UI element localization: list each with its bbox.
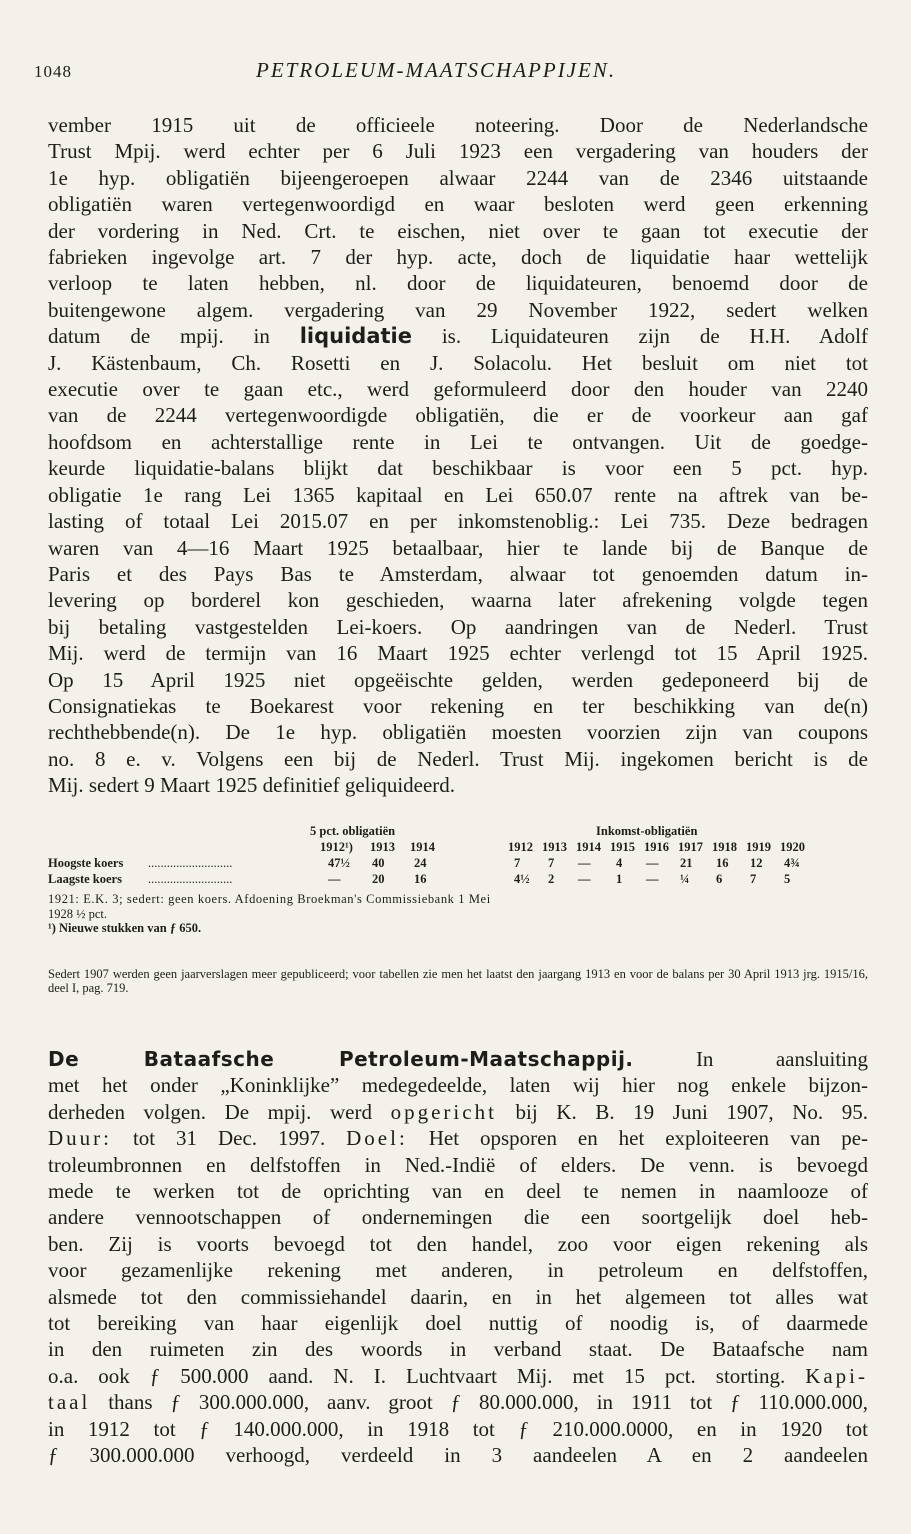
text-line: keurde liquidatie-balans blijkt dat beschikbaar is voor een 5 pct. hyp. [48,456,868,481]
table-note [48,892,868,936]
table-cell: 7 [548,856,555,870]
table-row-hoogste [48,856,868,872]
year-header: 1920 [780,840,805,854]
table-cell: 24 [414,856,427,870]
page-number: 1048 [34,62,72,81]
quotation-table [48,824,868,936]
section-heading: De Bataafsche Petroleum-Maatschappij. [48,1047,634,1071]
text-line: in den ruimeten zin des woords in verband staat. De Bataafsche nam [48,1337,868,1362]
table-cell: 1 [616,872,623,886]
text-line: in 1912 tot ƒ 140.000.000, in 1918 tot ƒ 210.000.0000, en in 1920 tot [48,1416,868,1441]
year-header: 1913 [542,840,567,854]
text-line [48,1363,868,1389]
text-line: met het onder „Koninklijke” medegedeelde, laten wij hier nog enkele bijzon- [48,1073,868,1098]
liquidation-paragraph [48,112,868,799]
leader-dots: ........................... [148,872,233,886]
group-title-inkomst: Inkomst-obligatiën [596,824,698,838]
text-line: J. Kästenbaum, Ch. Rosetti en J. Solacolu. Het besluit om niet tot [48,350,868,375]
text-line: no. 8 e. v. Volgens een bij de Nederl. Trust Mij. ingekomen bericht is de [48,746,868,771]
footnote: ¹) Nieuwe stukken van ƒ 650. [48,921,202,935]
row-label: Hoogste koers [48,856,124,870]
text-line: obligatiën waren vertegenwoordigd en waar besloten werd geen erkenning [48,192,868,217]
table-cell: — [646,872,659,886]
year-header: 1918 [712,840,737,854]
text-line: buitengewone algem. vergadering van 29 November 1922, sedert welken [48,297,868,322]
text-line: voor gezamenlijke rekening met anderen, in petroleum en delfstoffen, [48,1258,868,1283]
table-cell: 5 [784,872,791,886]
text-line: ƒ 300.000.000 verhoogd, verdeeld in 3 aandeelen A en 2 aandeelen [48,1443,868,1468]
spaced-term: Duur: [48,1126,112,1151]
text-line: mede te werken tot de oprichting van en deel te nemen in naamlooze of [48,1179,868,1204]
text-line: hoofdsom en achterstallige rente in Lei te ontvangen. Uit de goedge- [48,429,868,454]
table-cell: 7 [750,872,757,886]
row-label: Laagste koers [48,872,122,886]
table-header [48,824,868,856]
text-line: bij betaling vastgestelden Lei-koers. Op aandringen van de Nederl. Trust [48,614,868,639]
text-line: rechthebbende(n). De 1e hyp. obligatiën moesten voorzien zijn van coupons [48,720,868,745]
text-line [48,1099,868,1125]
text-line: Mij. werd de termijn van 16 Maart 1925 echter verlengd tot 15 April 1925. [48,641,868,666]
reports-note: Sedert 1907 werden geen jaarverslagen meer gepubliceerd; voor tabellen zie men het laatst den jaargang 1913 en voor de balans per 30 April 1913 jrg. 1915/16, deel I, pag. 719. [48,967,868,995]
running-title: PETROLEUM-MAATSCHAPPIJEN. [256,58,617,82]
table-cell: 4½ [514,872,530,886]
table-cell: 4 [616,856,623,870]
text-line [48,1389,868,1415]
text-line: waren van 4—16 Maart 1925 betaalbaar, hier te lande bij de Banque de [48,535,868,560]
group-title-5pct: 5 pct. obligatiën [310,824,396,838]
year-header: 1915 [610,840,635,854]
text-line: verloop te laten hebben, nl. door de liquidateuren, benoemd door de [48,271,868,296]
year-header: 1912¹) [320,840,353,854]
text-fragment: tot 31 Dec. 1997. [132,1126,326,1151]
liquidatie-emphasis: liquidatie [299,324,412,349]
table-cell: — [328,872,341,886]
year-header: 1916 [644,840,669,854]
text-line: levering op borderel kon geschieden, waarna later afrekening volgde tegen [48,588,868,613]
table-cell: 40 [372,856,385,870]
text-line: Op 15 April 1925 niet opgeëischte gelden, werden gedeponeerd bij de [48,667,868,692]
year-header: 1913 [370,840,395,854]
text-fragment: datum de mpij. in [48,324,270,349]
text-line: troleumbronnen en delfstoffen in Ned.-Indië of elders. De venn. is bevoegd [48,1152,868,1177]
leader-dots: ........................... [148,856,233,870]
text-line: vember 1915 uit de officieele noteering. Door de Nederlandsche [48,113,868,137]
text-line: tot bereiking van haar eigenlijk doel nuttig of noodig is, of daarmede [48,1311,868,1336]
text-line: alsmede tot den commissiehandel daarin, en in het algemeen tot alles wat [48,1284,868,1309]
table-cell: 4¾ [784,856,800,870]
table-cell: 47½ [328,856,350,870]
text-line: Paris et des Pays Bas te Amsterdam, alwaar tot genoemden datum in- [48,561,868,586]
year-header: 1914 [576,840,601,854]
text-fragment: o.a. ook ƒ 500.000 aand. N. I. Luchtvaart Mij. met 15 pct. storting. [48,1363,786,1388]
spaced-term: taal [48,1390,91,1415]
table-cell: 16 [414,872,427,886]
text-line: 1e hyp. obligatiën bijeengeroepen alwaar 2244 van de 2346 uitstaande [48,165,868,190]
spaced-term: opgericht [390,1099,497,1124]
year-header: 1912 [508,840,533,854]
text-fragment: bij K. B. 19 Juni 1907, No. 95. [515,1099,869,1124]
text-line: ben. Zij is voorts bevoegd tot den handel, zoo voor eigen rekening als [48,1231,868,1256]
table-cell: 20 [372,872,385,886]
table-cell: 2 [548,872,555,886]
text-line [48,323,868,349]
year-header: 1919 [746,840,771,854]
text-line: executie over te gaan etc., werd geformuleerd door den houder van 2240 [48,377,868,402]
text-fragment: In aansluiting [695,1047,868,1071]
table-row-laagste [48,872,868,888]
text-fragment: thans ƒ 300.000.000, aanv. groot ƒ 80.000.000, in 1911 tot ƒ 110.000.000, [108,1390,868,1415]
table-cell: — [578,856,591,870]
running-head [0,58,911,88]
text-line: Mij. sedert 9 Maart 1925 definitief geliquideerd. [48,773,456,798]
text-line: andere vennootschappen of ondernemingen die een soortgelijk doel heb- [48,1205,868,1230]
table-cell: 16 [716,856,729,870]
year-header: 1917 [678,840,703,854]
text-line: fabrieken ingevolge art. 7 der hyp. acte, doch de liquidatie haar wettelijk [48,245,868,270]
table-cell: — [578,872,591,886]
text-fragment: Het opsporen en het exploiteeren van pe- [428,1126,869,1151]
text-line: Consignatiekas te Boekarest voor rekening en ter beschikking van de(n) [48,693,868,718]
text-fragment: derheden volgen. De mpij. werd [48,1099,372,1124]
table-cell: 21 [680,856,693,870]
note-line: 1928 ½ pct. [48,906,108,921]
spaced-term: Kapi- [805,1363,869,1388]
note-line: 1921: E.K. 3; sedert: geen koers. Afdoening Broekman's Commissiebank 1 Mei [48,892,491,906]
text-line: van de 2244 vertegenwoordigde obligatiën, die er de voorkeur aan gaf [48,403,868,428]
text-line [48,1125,868,1151]
table-cell: ¼ [680,872,690,886]
text-line: obligatie 1e rang Lei 1365 kapitaal en Lei 650.07 rente na aftrek van be- [48,482,868,507]
table-cell: 6 [716,872,723,886]
text-line: lasting of totaal Lei 2015.07 en per inkomstenoblig.: Lei 735. Deze bedragen [48,509,868,534]
table-cell: 7 [514,856,521,870]
text-line [48,1046,868,1072]
text-fragment: is. Liquidateuren zijn de H.H. Adolf [441,324,869,349]
text-line: der vordering in Ned. Crt. te eischen, niet over te gaan tot executie der [48,218,868,243]
spaced-term: Doel: [346,1126,408,1151]
table-cell: — [646,856,659,870]
bataafsche-section [48,1046,868,1469]
text-line: Trust Mpij. werd echter per 6 Juli 1923 een vergadering van houders der [48,139,868,164]
year-header: 1914 [410,840,435,854]
table-cell: 12 [750,856,763,870]
